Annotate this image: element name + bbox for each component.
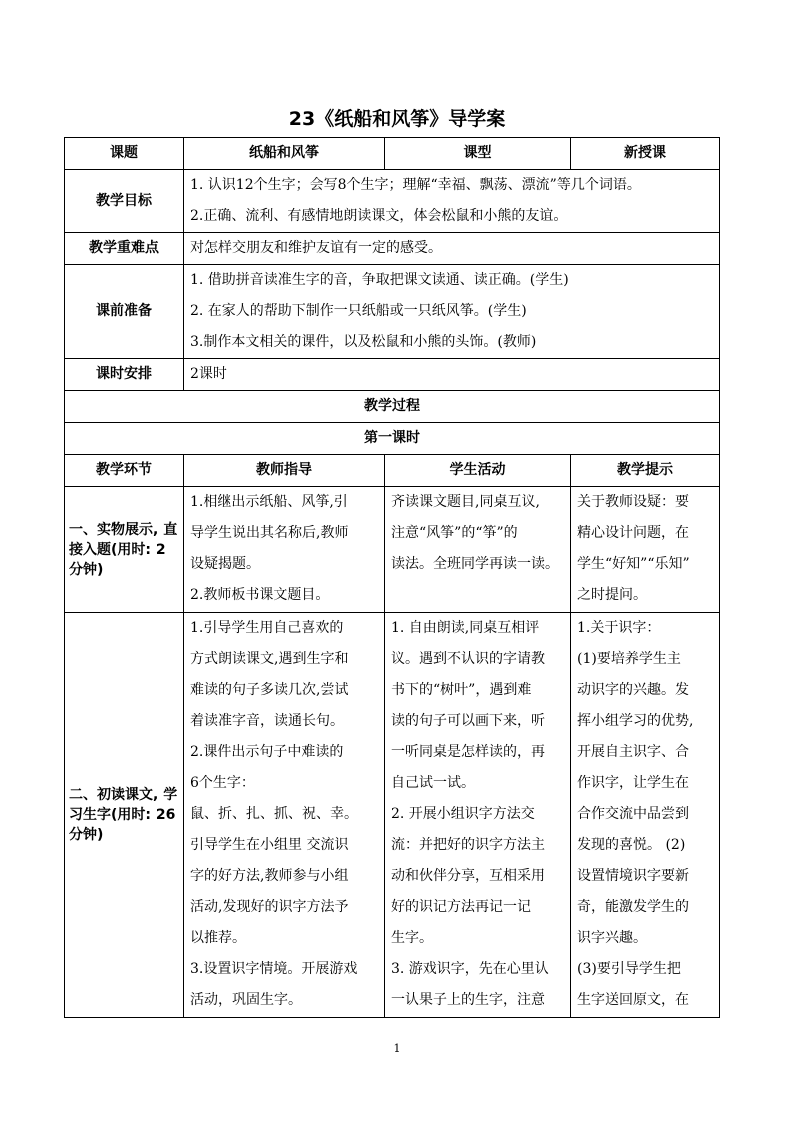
column-header-row: [65, 455, 720, 487]
text-line: 3. 游戏识字，先在心里认: [391, 961, 549, 977]
text-line: 齐读课文题目,同桌互议,: [391, 494, 540, 510]
schedule-text: 2课时: [190, 366, 227, 382]
text-line: 活动，巩固生字。: [190, 992, 302, 1008]
stage-row-1: [65, 487, 720, 613]
text-line: 生字。: [391, 930, 433, 946]
text-line: 鼠、折、扎、抓、祝、幸。: [190, 806, 358, 822]
text-line: 以推荐。: [190, 930, 246, 946]
lesson-plan-table: [64, 137, 720, 1018]
text-line: 作识字，让学生在: [577, 775, 689, 791]
prep-line: 3.制作本文相关的课件，以及松鼠和小熊的头饰。(教师): [190, 334, 537, 350]
text-line: 议。遇到不认识的字请教: [391, 651, 545, 667]
text-line: 2.课件出示句子中难读的: [190, 744, 344, 760]
text-line: 设疑揭题。: [190, 556, 260, 572]
text-line: 精心设计问题，在: [577, 525, 689, 541]
text-line: 挥小组学习的优势,: [577, 713, 694, 729]
prep-line: 2. 在家人的帮助下制作一只纸船或一只纸风筝。(学生): [190, 303, 527, 319]
text-line: 2.教师板书课文题目。: [190, 587, 330, 603]
text-line: 开展自主识字、合: [577, 744, 689, 760]
process-title-row: [65, 391, 720, 423]
stage-row-2: [65, 613, 720, 1018]
text-line: 1. 自由朗读,同桌互相评: [391, 620, 540, 636]
text-line: 2. 开展小组识字方法交: [391, 806, 535, 822]
text-line: 设置情境识字要新: [577, 868, 689, 884]
prep-line: 1. 借助拼音读准生字的音，争取把课文读通、读正确。(学生): [190, 272, 569, 288]
goals-content: [184, 170, 720, 233]
text-line: 读的句子可以画下来，听: [391, 713, 545, 729]
text-line: 难读的句子多读几次,尝试: [190, 682, 349, 698]
text-line: 注意“风筝”的“筝”的: [391, 525, 518, 541]
text-line: 着读准字音，读通长句。: [190, 713, 344, 729]
difficulty-label: 教学重难点: [65, 233, 184, 265]
text-line: (3)要引导学生把: [577, 961, 681, 977]
prep-label: 课前准备: [65, 265, 184, 359]
stage-name-line: 2 分钟): [69, 541, 166, 578]
lesson-title-row: [65, 423, 720, 455]
text-line: 一听同桌是怎样读的，再: [391, 744, 545, 760]
text-line: 1.相继出示纸船、风筝,引: [190, 494, 348, 510]
stage-name-line: 一、实物展示,: [69, 521, 159, 538]
goals-row: [65, 170, 720, 233]
difficulty-text: 对怎样交朋友和维护友谊有一定的感受。: [190, 240, 442, 256]
text-line: 字的好方法,教师参与小组: [190, 868, 349, 884]
page-number: 1: [393, 1042, 401, 1055]
teacher-guidance: [184, 487, 385, 613]
column-header: 教学环节: [65, 455, 184, 487]
text-line: 生字送回原文，在: [577, 992, 689, 1008]
student-activity: [385, 487, 571, 613]
stage-name-line: 直接入题(用时:: [69, 521, 178, 558]
text-line: 奇，能激发学生的: [577, 899, 689, 915]
stage-name-line: 26 分钟): [69, 807, 176, 843]
goals-label: 教学目标: [65, 170, 184, 233]
text-line: 活动,发现好的识字方法予: [190, 899, 349, 915]
text-line: 发现的喜悦。 (2): [577, 837, 686, 853]
text-line: 动识字的兴趣。发: [577, 682, 689, 698]
schedule-label: 课时安排: [65, 359, 184, 391]
teacher-guidance: [184, 613, 385, 1018]
schedule-row: [65, 359, 720, 391]
column-header: 学生活动: [385, 455, 571, 487]
goal-line: 2.正确、流利、有感情地朗读课文，体会松鼠和小熊的友谊。: [190, 208, 568, 224]
text-line: 书下的“树叶”，遇到难: [391, 682, 532, 698]
text-line: 6个生字：: [190, 775, 255, 791]
text-line: 学生“好知”“乐知”: [577, 556, 690, 572]
text-line: 动和伙伴分享，互相采用: [391, 868, 545, 884]
text-line: 识字兴趣。: [577, 930, 647, 946]
type-value: 新授课: [571, 138, 720, 170]
text-line: 1.关于识字：: [577, 620, 661, 636]
text-line: 导学生说出其名称后,教师: [190, 525, 349, 541]
stage-name-line: 二、初读课文,: [69, 787, 159, 803]
text-line: 读法。全班同学再读一读。: [391, 556, 559, 572]
difficulty-content: [184, 233, 720, 265]
stage-name: [65, 613, 184, 1018]
topic-value: 纸船和风筝: [184, 138, 385, 170]
topic-row: [65, 138, 720, 170]
student-activity: [385, 613, 571, 1018]
column-header: 教师指导: [184, 455, 385, 487]
text-line: 流：并把好的识字方法主: [391, 837, 545, 853]
text-line: 一认果子上的生字，注意: [391, 992, 545, 1008]
topic-label: 课题: [65, 138, 184, 170]
text-line: 3.设置识字情境。开展游戏: [190, 961, 358, 977]
text-line: 关于教师设疑：要: [577, 494, 689, 510]
text-line: 方式朗读课文,遇到生字和: [190, 651, 349, 667]
text-line: 1.引导学生用自己喜欢的: [190, 620, 344, 636]
teaching-tips: [571, 613, 720, 1018]
text-line: (1)要培养学生主: [577, 651, 681, 667]
text-line: 引导学生在小组里 交流识: [190, 837, 349, 853]
type-label: 课型: [385, 138, 571, 170]
stage-name: [65, 487, 184, 613]
lesson-title: 第一课时: [65, 423, 720, 455]
process-title: 教学过程: [65, 391, 720, 423]
text-line: 自己试一试。: [391, 775, 475, 791]
text-line: 合作交流中品尝到: [577, 806, 689, 822]
stage-name-line: 学习生字(用时:: [69, 787, 178, 823]
document-title: 23《纸船和风筝》导学案: [288, 108, 506, 130]
text-line: 之时提问。: [577, 587, 647, 603]
prep-content: [184, 265, 720, 359]
difficulty-row: [65, 233, 720, 265]
schedule-content: [184, 359, 720, 391]
text-line: 好的识记方法再记一记: [391, 899, 531, 915]
column-header: 教学提示: [571, 455, 720, 487]
prep-row: [65, 265, 720, 359]
teaching-tips: [571, 487, 720, 613]
goal-line: 1. 认识12个生字；会写8个生字；理解“幸福、飘荡、漂流”等几个词语。: [190, 177, 641, 193]
